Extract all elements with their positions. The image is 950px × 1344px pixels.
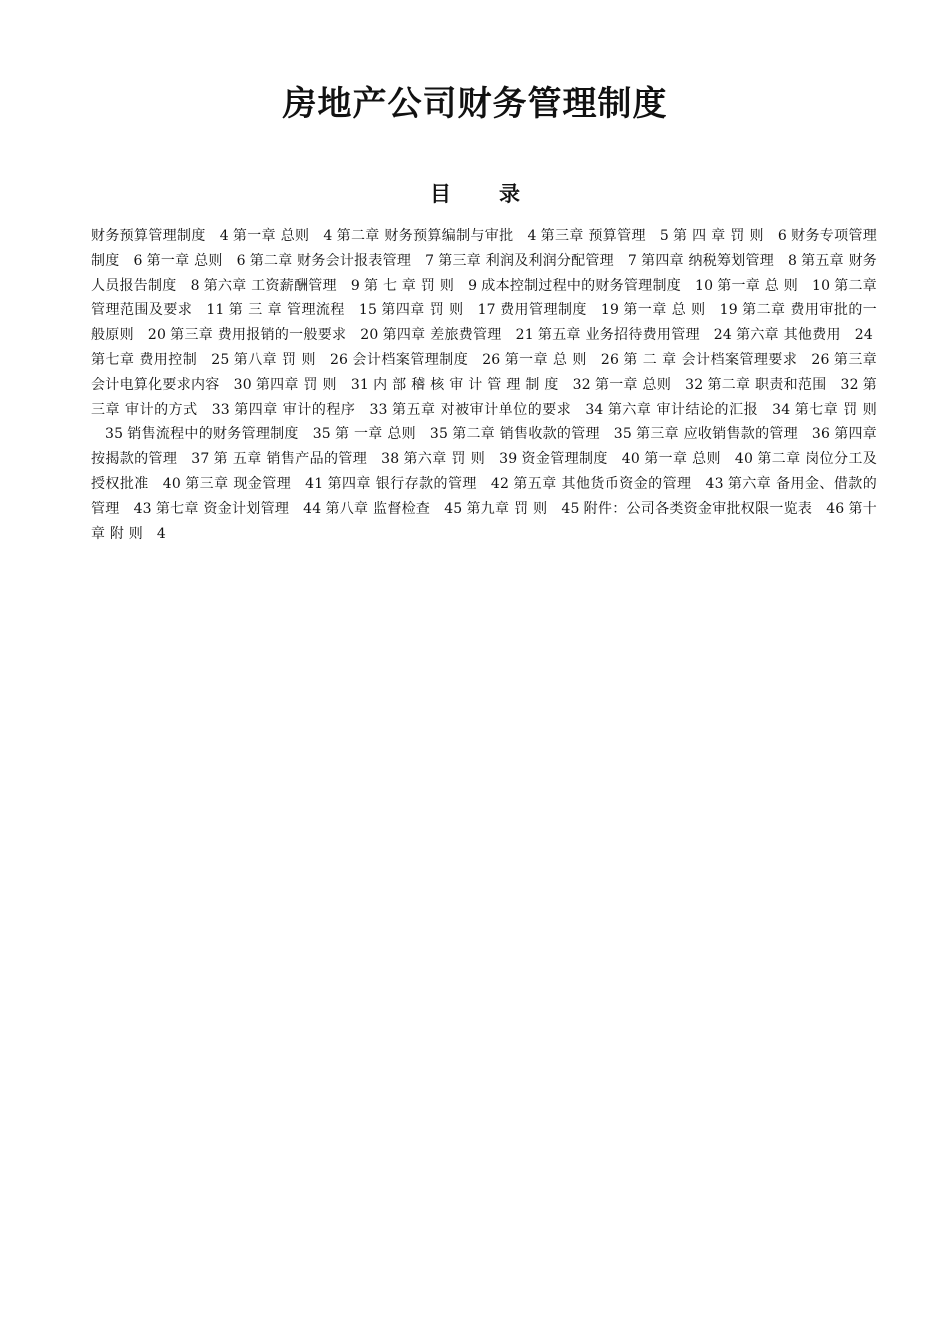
- toc-entry-label: 第四章 罚 则: [255, 376, 337, 393]
- toc-entry-label: 第四章 差旅费管理: [382, 327, 502, 344]
- toc-entry-page-number: 36: [811, 426, 831, 443]
- toc-entry[interactable]: [170, 327, 382, 343]
- toc-entry[interactable]: [623, 302, 742, 318]
- toc-entry-label: 第一章 总 则: [717, 277, 798, 294]
- toc-entry-page-number: 6: [236, 252, 246, 269]
- toc-entry-page-number: 41: [305, 475, 324, 492]
- toc-entry[interactable]: [233, 228, 337, 244]
- toc-entry-label: 第五章 财务人员报告制度: [91, 252, 878, 294]
- toc-entry-page-number: 40: [734, 451, 754, 468]
- toc-heading: [0, 178, 950, 210]
- toc-entry-page-number: 4: [156, 525, 167, 542]
- toc-entry[interactable]: [673, 228, 791, 244]
- toc-entry-page-number: 46: [826, 500, 845, 517]
- toc-entry-label: 第四章 按揭款的管理: [91, 426, 877, 468]
- toc-entry-label: 第六章 罚 则: [403, 451, 486, 468]
- toc-entry-page-number: 11: [206, 302, 225, 319]
- toc-entry-label: 会计档案管理制度: [352, 351, 469, 368]
- toc-entry-label: 销售流程中的财务管理制度: [127, 426, 299, 443]
- toc-entry[interactable]: [636, 426, 834, 442]
- toc-entry-label: 财务专项管理制度: [91, 228, 877, 269]
- toc-entry-page-number: 26: [482, 351, 501, 368]
- toc-entry-page-number: 4: [219, 228, 229, 244]
- toc-entry-page-number: 39: [499, 451, 518, 468]
- toc-entry-page-number: 45: [444, 500, 463, 517]
- toc-entry-label: 财务预算管理制度: [91, 228, 206, 244]
- toc-entry[interactable]: [352, 352, 504, 368]
- toc-entry-page-number: 30: [233, 376, 252, 393]
- toc-entry-page-number: 34: [772, 401, 791, 418]
- toc-entry-page-number: 43: [705, 475, 724, 492]
- toc-entry-label: 第一章 总 则: [623, 302, 706, 319]
- toc-entry-label: 费用管理制度: [499, 302, 587, 319]
- toc-entry-page-number: 40: [621, 451, 641, 468]
- toc-entry-page-number: 20: [147, 327, 167, 344]
- toc-entry[interactable]: [383, 327, 538, 343]
- toc-entry-label: 第一章 总则: [146, 252, 223, 269]
- toc-heading-char: 目: [430, 181, 451, 206]
- toc-entry[interactable]: [641, 253, 801, 269]
- toc-entry-label: 第三章 会计电算化要求内容: [91, 351, 877, 393]
- toc-entry[interactable]: [233, 352, 352, 368]
- toc-entry-page-number: 9: [468, 277, 478, 294]
- toc-entry[interactable]: [521, 451, 644, 467]
- toc-entry-page-number: 21: [515, 327, 534, 344]
- toc-entry-label: 第一章 总则: [232, 228, 310, 244]
- toc-entry[interactable]: [466, 501, 583, 517]
- toc-entry-page-number: 33: [369, 401, 388, 418]
- toc-entry-label: 第七章 资金计划管理: [155, 500, 290, 517]
- toc-entry-page-number: 8: [190, 277, 200, 294]
- toc-entry-page-number: 6: [133, 252, 143, 269]
- toc-entry-page-number: 10: [811, 277, 831, 294]
- toc-entry-label: 第二章 销售收款的管理: [452, 426, 600, 443]
- toc-entry[interactable]: [91, 228, 233, 244]
- document-title: 房地产公司财务管理制度: [282, 84, 668, 124]
- toc-entry-page-number: 33: [211, 401, 230, 418]
- toc-entry[interactable]: [156, 501, 326, 517]
- toc-entry-label: 资金管理制度: [521, 451, 608, 468]
- toc-entry[interactable]: [513, 476, 728, 492]
- toc-entry-label: 第四章 银行存款的管理: [327, 475, 477, 492]
- toc-entry-page-number: 26: [600, 351, 620, 368]
- toc-entry-label: 第六章 其他费用: [735, 327, 841, 344]
- toc-entry[interactable]: [127, 426, 335, 442]
- toc-entry-label: 第三章 利润及利润分配管理: [438, 252, 614, 269]
- toc-entry-label: 第十章 附 则: [91, 500, 877, 542]
- toc-entry-label: 第五章 业务招待费用管理: [537, 327, 700, 344]
- toc-entry-page-number: 38: [381, 451, 400, 468]
- toc-entry-page-number: 24: [854, 327, 873, 344]
- toc-entry-label: 第一章 总则: [594, 376, 672, 393]
- toc-heading-char: 录: [499, 181, 520, 206]
- toc-entry[interactable]: [541, 228, 673, 244]
- toc-entry-page-number: 32: [685, 376, 704, 393]
- toc-entry-page-number: 37: [191, 451, 210, 468]
- toc-entry-page-number: 17: [477, 302, 496, 319]
- toc-entry-page-number: 7: [425, 252, 435, 269]
- toc-entry-page-number: 8: [787, 252, 798, 269]
- toc-entry-label: 成本控制过程中的财务管理制度: [481, 277, 681, 294]
- toc-entry-page-number: 31: [350, 376, 370, 393]
- toc-entry-page-number: 20: [360, 327, 379, 344]
- toc-entry[interactable]: [403, 451, 521, 467]
- toc-entry-page-number: 5: [659, 228, 669, 244]
- toc-entry[interactable]: [504, 352, 623, 368]
- toc-entry-label: 第五章 对被审计单位的要求: [391, 401, 572, 418]
- toc-entry[interactable]: [381, 302, 500, 318]
- toc-entry-page-number: 26: [811, 351, 830, 368]
- toc-entry-label: 第二章 费用审批的一般原则: [91, 302, 877, 344]
- toc-entry-label: 第三章 费用报销的一般要求: [170, 327, 347, 344]
- toc-entry-page-number: 32: [840, 376, 859, 393]
- toc-entry[interactable]: [584, 501, 849, 517]
- toc-entry-label: 第二章 财务预算编制与审批: [336, 228, 514, 244]
- toc-entry-page-number: 10: [694, 277, 714, 294]
- toc-entry-page-number: 19: [719, 302, 738, 319]
- toc-entry-page-number: 35: [429, 426, 449, 443]
- toc-entry[interactable]: [595, 377, 707, 393]
- toc-entry-page-number: 42: [490, 475, 510, 492]
- toc-entry-page-number: 6: [777, 228, 787, 244]
- toc-entry[interactable]: [147, 253, 250, 269]
- toc-entry-page-number: 19: [600, 302, 620, 319]
- toc-entry[interactable]: [481, 278, 717, 294]
- toc-entry-label: 第三章 现金管理: [184, 475, 292, 492]
- toc-entry[interactable]: [538, 327, 736, 343]
- toc-entry-label: 第三章 审计的方式: [91, 376, 877, 418]
- toc-entry-page-number: 26: [329, 351, 349, 368]
- toc-entry-page-number: 35: [312, 426, 331, 443]
- toc-entry-label: 第一章 总则: [644, 451, 721, 468]
- toc-entry-label: 第七章 费用控制: [91, 351, 198, 368]
- toc-entry-page-number: 4: [323, 228, 333, 244]
- toc-entry-page-number: 40: [162, 475, 181, 492]
- toc-entry[interactable]: [644, 451, 757, 467]
- toc-entry[interactable]: [91, 352, 233, 368]
- toc-entry-label: 第五章 其他货币资金的管理: [513, 475, 692, 492]
- toc-entry-page-number: 43: [133, 500, 152, 517]
- toc-entry[interactable]: [327, 476, 513, 492]
- toc-entry-label: 内 部 稽 核 审 计 管 理 制 度: [373, 376, 559, 393]
- toc-entry-page-number: 15: [358, 302, 378, 319]
- toc-entry-label: 第 三 章 管理流程: [228, 302, 345, 319]
- toc-entry[interactable]: [256, 377, 373, 393]
- toc-entry-label: 第六章 备用金、借款的管理: [91, 475, 877, 517]
- toc-entry-label: 第八章 监督检查: [325, 500, 431, 517]
- toc-entry-label: 第六章 工资薪酬管理: [203, 277, 337, 294]
- toc-entry[interactable]: [373, 377, 595, 393]
- toc-entry[interactable]: [392, 402, 608, 418]
- toc-entry-label: 第四章 审计的程序: [233, 401, 356, 418]
- toc-entry[interactable]: [623, 352, 833, 368]
- toc-entry-label: 第六章 审计结论的汇报: [607, 401, 759, 418]
- toc-entry-label: 第 一章 总则: [334, 426, 416, 443]
- toc-entry[interactable]: [337, 228, 541, 244]
- toc-entry-label: 第四章 纳税筹划管理: [641, 252, 774, 269]
- toc-entry-page-number: 7: [627, 252, 638, 269]
- toc-entry-label: 第二章 管理范围及要求: [91, 277, 877, 319]
- toc-entry-page-number: 35: [105, 426, 124, 443]
- toc-entry-label: 附件：公司各类资金审批权限一览表: [583, 500, 813, 517]
- toc-entry[interactable]: [250, 253, 439, 269]
- toc-entry-label: 第二章 财务会计报表管理: [249, 252, 412, 269]
- toc-entry[interactable]: [229, 302, 382, 318]
- toc-entry[interactable]: [325, 501, 466, 517]
- toc-entry[interactable]: [452, 426, 636, 442]
- toc-entry[interactable]: [717, 278, 834, 294]
- toc-entry-label: 第二章 岗位分工及授权批准: [91, 451, 878, 492]
- toc-entry[interactable]: [438, 253, 641, 269]
- toc-entry-page-number: 44: [303, 500, 322, 517]
- toc-entry-page-number: 4: [527, 228, 537, 244]
- toc-entry[interactable]: [185, 476, 327, 492]
- table-of-contents: [91, 224, 877, 546]
- toc-entry-label: 第七章 罚 则: [794, 401, 877, 418]
- toc-entry[interactable]: [608, 402, 795, 418]
- toc-entry[interactable]: [500, 302, 623, 318]
- toc-entry-label: 第二章 职责和范围: [707, 376, 827, 393]
- toc-entry-page-number: 35: [613, 426, 632, 443]
- toc-entry-label: 第 二 章 会计档案管理要求: [623, 351, 798, 368]
- toc-entry-page-number: 9: [350, 277, 360, 294]
- toc-entry-label: 第一章 总 则: [504, 351, 587, 368]
- toc-entry[interactable]: [736, 327, 877, 343]
- toc-entry-page-number: 24: [713, 327, 732, 344]
- toc-entry-page-number: 45: [561, 500, 580, 517]
- toc-entry-label: 第 四 章 罚 则: [672, 228, 764, 244]
- toc-entry-page-number: 32: [572, 376, 591, 393]
- toc-entry-label: 第三章 预算管理: [540, 228, 646, 244]
- toc-entry-label: 第四章 罚 则: [381, 302, 464, 319]
- toc-entry[interactable]: [707, 377, 862, 393]
- toc-entry-label: 第 七 章 罚 则: [363, 277, 455, 294]
- toc-entry[interactable]: [234, 402, 392, 418]
- toc-entry-label: 第九章 罚 则: [466, 500, 548, 517]
- toc-entry-label: 第八章 罚 则: [233, 351, 316, 368]
- toc-entry[interactable]: [214, 451, 404, 467]
- toc-entry-page-number: 34: [585, 401, 604, 418]
- toc-entry-label: 第三章 应收销售款的管理: [635, 426, 798, 443]
- toc-entry-label: 第 五章 销售产品的管理: [213, 451, 368, 468]
- toc-entry[interactable]: [204, 278, 364, 294]
- toc-entry-page-number: 25: [211, 351, 230, 368]
- toc-entry[interactable]: [364, 278, 481, 294]
- toc-entry[interactable]: [335, 426, 452, 442]
